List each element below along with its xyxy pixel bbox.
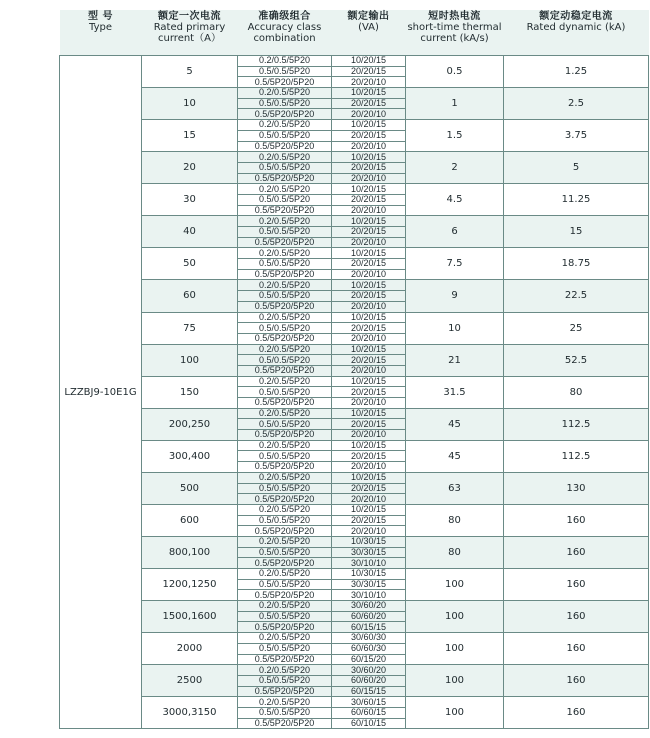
thermal-cell: 6 (406, 216, 504, 248)
table-row (60, 536, 649, 547)
accuracy-cell: 0.2/0.5/5P20 (238, 280, 332, 291)
accuracy-cell: 0.5/0.5/5P20 (238, 355, 332, 366)
output-cell: 10/20/15 (332, 408, 406, 419)
accuracy-cell: 0.5/5P20/5P20 (238, 558, 332, 569)
output-cell: 10/30/15 (332, 569, 406, 580)
table-row (60, 697, 649, 708)
table-body (60, 56, 649, 729)
accuracy-cell: 0.2/0.5/5P20 (238, 216, 332, 227)
accuracy-cell: 0.5/0.5/5P20 (238, 419, 332, 430)
output-cell: 30/60/30 (332, 633, 406, 644)
header-thermal-zh: 短时热电流 (428, 11, 481, 22)
accuracy-cell: 0.5/0.5/5P20 (238, 547, 332, 558)
accuracy-cell: 0.5/0.5/5P20 (238, 227, 332, 238)
accuracy-cell: 0.5/0.5/5P20 (238, 130, 332, 141)
thermal-cell: 1 (406, 88, 504, 120)
output-cell: 20/20/15 (332, 194, 406, 205)
current-cell: 150 (142, 376, 238, 408)
thermal-cell: 2 (406, 152, 504, 184)
output-cell: 20/20/10 (332, 333, 406, 344)
thermal-cell: 100 (406, 697, 504, 729)
output-cell: 20/20/15 (332, 162, 406, 173)
current-cell: 500 (142, 472, 238, 504)
accuracy-cell: 0.5/0.5/5P20 (238, 162, 332, 173)
accuracy-cell: 0.2/0.5/5P20 (238, 440, 332, 451)
table-row (60, 184, 649, 195)
accuracy-cell: 0.5/0.5/5P20 (238, 483, 332, 494)
current-cell: 15 (142, 120, 238, 152)
output-cell: 20/20/15 (332, 387, 406, 398)
accuracy-cell: 0.5/5P20/5P20 (238, 237, 332, 248)
accuracy-cell: 0.2/0.5/5P20 (238, 344, 332, 355)
current-cell: 2500 (142, 665, 238, 697)
output-cell: 60/15/15 (332, 622, 406, 633)
accuracy-cell: 0.2/0.5/5P20 (238, 88, 332, 99)
output-cell: 20/20/10 (332, 173, 406, 184)
accuracy-cell: 0.5/5P20/5P20 (238, 205, 332, 216)
current-cell: 20 (142, 152, 238, 184)
output-cell: 20/20/15 (332, 451, 406, 462)
thermal-cell: 31.5 (406, 376, 504, 408)
output-cell: 20/20/10 (332, 301, 406, 312)
table-header (60, 10, 649, 56)
dynamic-cell: 2.5 (504, 88, 649, 120)
dynamic-cell: 22.5 (504, 280, 649, 312)
header-output (332, 10, 406, 56)
dynamic-cell: 25 (504, 312, 649, 344)
accuracy-cell: 0.5/0.5/5P20 (238, 291, 332, 302)
accuracy-cell: 0.5/5P20/5P20 (238, 590, 332, 601)
current-cell: 3000,3150 (142, 697, 238, 729)
accuracy-cell: 0.2/0.5/5P20 (238, 697, 332, 708)
output-cell: 10/20/15 (332, 152, 406, 163)
current-cell: 50 (142, 248, 238, 280)
accuracy-cell: 0.5/0.5/5P20 (238, 579, 332, 590)
dynamic-cell: 160 (504, 633, 649, 665)
accuracy-cell: 0.5/5P20/5P20 (238, 462, 332, 473)
accuracy-cell: 0.5/0.5/5P20 (238, 643, 332, 654)
output-cell: 60/15/20 (332, 654, 406, 665)
accuracy-cell: 0.2/0.5/5P20 (238, 472, 332, 483)
dynamic-cell: 3.75 (504, 120, 649, 152)
output-cell: 20/20/10 (332, 205, 406, 216)
thermal-cell: 10 (406, 312, 504, 344)
current-cell: 800,100 (142, 536, 238, 568)
table-row (60, 120, 649, 131)
table-row (60, 569, 649, 580)
accuracy-cell: 0.5/5P20/5P20 (238, 141, 332, 152)
dynamic-cell: 112.5 (504, 408, 649, 440)
output-cell: 20/20/10 (332, 237, 406, 248)
accuracy-cell: 0.5/0.5/5P20 (238, 675, 332, 686)
thermal-cell: 7.5 (406, 248, 504, 280)
output-cell: 20/20/15 (332, 355, 406, 366)
accuracy-cell: 0.2/0.5/5P20 (238, 248, 332, 259)
accuracy-cell: 0.5/5P20/5P20 (238, 718, 332, 729)
header-dynamic-zh: 额定动稳定电流 (539, 11, 613, 22)
thermal-cell: 100 (406, 601, 504, 633)
accuracy-cell: 0.2/0.5/5P20 (238, 536, 332, 547)
output-cell: 20/20/10 (332, 526, 406, 537)
accuracy-cell: 0.5/5P20/5P20 (238, 622, 332, 633)
thermal-cell: 4.5 (406, 184, 504, 216)
current-cell: 75 (142, 312, 238, 344)
dynamic-cell: 11.25 (504, 184, 649, 216)
header-type-zh: 型 号 (88, 11, 113, 22)
output-cell: 20/20/10 (332, 365, 406, 376)
table-row (60, 472, 649, 483)
output-cell: 30/30/15 (332, 579, 406, 590)
current-cell: 10 (142, 88, 238, 120)
output-cell: 60/10/15 (332, 718, 406, 729)
dynamic-cell: 52.5 (504, 344, 649, 376)
header-current-en: Rated primary current（A） (153, 22, 226, 44)
thermal-cell: 21 (406, 344, 504, 376)
accuracy-cell: 0.5/5P20/5P20 (238, 109, 332, 120)
table-row (60, 216, 649, 227)
accuracy-cell: 0.5/5P20/5P20 (238, 301, 332, 312)
output-cell: 30/60/15 (332, 697, 406, 708)
output-cell: 10/20/15 (332, 88, 406, 99)
output-cell: 10/20/15 (332, 56, 406, 67)
current-cell: 5 (142, 56, 238, 88)
current-cell: 600 (142, 504, 238, 536)
dynamic-cell: 15 (504, 216, 649, 248)
current-cell: 40 (142, 216, 238, 248)
output-cell: 10/20/15 (332, 504, 406, 515)
thermal-cell: 45 (406, 440, 504, 472)
thermal-cell: 45 (406, 408, 504, 440)
accuracy-cell: 0.5/5P20/5P20 (238, 173, 332, 184)
current-cell: 200,250 (142, 408, 238, 440)
output-cell: 10/20/15 (332, 216, 406, 227)
output-cell: 20/20/15 (332, 66, 406, 77)
header-current-zh: 额定一次电流 (158, 11, 221, 22)
header-current (142, 10, 238, 56)
current-cell: 30 (142, 184, 238, 216)
accuracy-cell: 0.5/5P20/5P20 (238, 494, 332, 505)
output-cell: 20/20/10 (332, 462, 406, 473)
dynamic-cell: 160 (504, 569, 649, 601)
accuracy-cell: 0.2/0.5/5P20 (238, 601, 332, 612)
output-cell: 30/60/20 (332, 665, 406, 676)
accuracy-cell: 0.5/5P20/5P20 (238, 430, 332, 441)
accuracy-cell: 0.5/5P20/5P20 (238, 686, 332, 697)
accuracy-cell: 0.2/0.5/5P20 (238, 633, 332, 644)
dynamic-cell: 130 (504, 472, 649, 504)
thermal-cell: 0.5 (406, 56, 504, 88)
thermal-cell: 1.5 (406, 120, 504, 152)
header-output-zh: 额定输出 (347, 11, 390, 22)
model-cell: LZZBJ9-10E1G (60, 56, 142, 729)
output-cell: 20/20/15 (332, 98, 406, 109)
dynamic-cell: 160 (504, 504, 649, 536)
accuracy-cell: 0.2/0.5/5P20 (238, 504, 332, 515)
output-cell: 60/60/20 (332, 675, 406, 686)
accuracy-cell: 0.5/0.5/5P20 (238, 611, 332, 622)
header-accuracy-en: Accuracy class combination (247, 22, 322, 44)
header-dynamic-en: Rated dynamic (kA) (526, 22, 626, 33)
accuracy-cell: 0.5/5P20/5P20 (238, 654, 332, 665)
dynamic-cell: 5 (504, 152, 649, 184)
header-accuracy (238, 10, 332, 56)
table-row (60, 248, 649, 259)
current-cell: 1200,1250 (142, 569, 238, 601)
accuracy-cell: 0.2/0.5/5P20 (238, 56, 332, 67)
table-row (60, 88, 649, 99)
dynamic-cell: 160 (504, 536, 649, 568)
output-cell: 30/30/15 (332, 547, 406, 558)
output-cell: 20/20/10 (332, 109, 406, 120)
accuracy-cell: 0.5/5P20/5P20 (238, 365, 332, 376)
table-row (60, 344, 649, 355)
output-cell: 10/20/15 (332, 344, 406, 355)
thermal-cell: 63 (406, 472, 504, 504)
output-cell: 10/20/15 (332, 376, 406, 387)
accuracy-cell: 0.5/0.5/5P20 (238, 98, 332, 109)
header-type (60, 10, 142, 56)
output-cell: 20/20/15 (332, 323, 406, 334)
output-cell: 20/20/15 (332, 515, 406, 526)
accuracy-cell: 0.5/0.5/5P20 (238, 451, 332, 462)
output-cell: 20/20/10 (332, 269, 406, 280)
header-type-en: Type (89, 22, 112, 33)
current-cell: 300,400 (142, 440, 238, 472)
output-cell: 10/20/15 (332, 184, 406, 195)
current-cell: 2000 (142, 633, 238, 665)
current-cell: 1500,1600 (142, 601, 238, 633)
header-dynamic (504, 10, 649, 56)
output-cell: 60/60/15 (332, 707, 406, 718)
thermal-cell: 9 (406, 280, 504, 312)
accuracy-cell: 0.5/0.5/5P20 (238, 259, 332, 270)
header-output-en: (VA) (358, 22, 379, 33)
output-cell: 10/20/15 (332, 472, 406, 483)
output-cell: 20/20/10 (332, 141, 406, 152)
output-cell: 60/15/15 (332, 686, 406, 697)
output-cell: 20/20/15 (332, 227, 406, 238)
output-cell: 20/20/15 (332, 483, 406, 494)
table-row (60, 633, 649, 644)
output-cell: 20/20/15 (332, 130, 406, 141)
accuracy-cell: 0.5/0.5/5P20 (238, 323, 332, 334)
accuracy-cell: 0.5/0.5/5P20 (238, 515, 332, 526)
output-cell: 20/20/15 (332, 291, 406, 302)
table-row (60, 280, 649, 291)
accuracy-cell: 0.2/0.5/5P20 (238, 665, 332, 676)
accuracy-cell: 0.5/0.5/5P20 (238, 707, 332, 718)
output-cell: 10/20/15 (332, 280, 406, 291)
thermal-cell: 80 (406, 536, 504, 568)
header-accuracy-zh: 准确级组合 (258, 11, 311, 22)
table-row (60, 504, 649, 515)
table-row (60, 376, 649, 387)
accuracy-cell: 0.5/0.5/5P20 (238, 387, 332, 398)
accuracy-cell: 0.2/0.5/5P20 (238, 569, 332, 580)
output-cell: 20/20/10 (332, 398, 406, 409)
table-row (60, 408, 649, 419)
dynamic-cell: 160 (504, 665, 649, 697)
thermal-cell: 100 (406, 665, 504, 697)
output-cell: 20/20/10 (332, 430, 406, 441)
dynamic-cell: 160 (504, 697, 649, 729)
output-cell: 10/20/15 (332, 120, 406, 131)
accuracy-cell: 0.2/0.5/5P20 (238, 312, 332, 323)
header-thermal (406, 10, 504, 56)
accuracy-cell: 0.2/0.5/5P20 (238, 152, 332, 163)
dynamic-cell: 1.25 (504, 56, 649, 88)
accuracy-cell: 0.5/0.5/5P20 (238, 66, 332, 77)
accuracy-cell: 0.5/5P20/5P20 (238, 269, 332, 280)
dynamic-cell: 80 (504, 376, 649, 408)
output-cell: 60/60/30 (332, 643, 406, 654)
thermal-cell: 80 (406, 504, 504, 536)
output-cell: 10/20/15 (332, 312, 406, 323)
output-cell: 10/20/15 (332, 248, 406, 259)
accuracy-cell: 0.5/0.5/5P20 (238, 194, 332, 205)
output-cell: 30/60/20 (332, 601, 406, 612)
table-row (60, 312, 649, 323)
output-cell: 60/60/20 (332, 611, 406, 622)
accuracy-cell: 0.5/5P20/5P20 (238, 398, 332, 409)
dynamic-cell: 112.5 (504, 440, 649, 472)
dynamic-cell: 18.75 (504, 248, 649, 280)
table-row (60, 152, 649, 163)
output-cell: 30/10/10 (332, 590, 406, 601)
accuracy-cell: 0.5/5P20/5P20 (238, 526, 332, 537)
accuracy-cell: 0.2/0.5/5P20 (238, 120, 332, 131)
output-cell: 20/20/15 (332, 259, 406, 270)
spec-table-container (59, 10, 648, 729)
header-thermal-en: short-time thermal current (kA/s) (407, 22, 502, 44)
table-row (60, 601, 649, 612)
accuracy-cell: 0.2/0.5/5P20 (238, 408, 332, 419)
thermal-cell: 100 (406, 633, 504, 665)
current-cell: 100 (142, 344, 238, 376)
table-row (60, 440, 649, 451)
output-cell: 20/20/10 (332, 77, 406, 88)
spec-table (59, 10, 649, 729)
output-cell: 30/10/10 (332, 558, 406, 569)
table-row (60, 56, 649, 67)
thermal-cell: 100 (406, 569, 504, 601)
accuracy-cell: 0.2/0.5/5P20 (238, 376, 332, 387)
output-cell: 20/20/15 (332, 419, 406, 430)
current-cell: 60 (142, 280, 238, 312)
output-cell: 10/30/15 (332, 536, 406, 547)
dynamic-cell: 160 (504, 601, 649, 633)
accuracy-cell: 0.5/5P20/5P20 (238, 77, 332, 88)
output-cell: 10/20/15 (332, 440, 406, 451)
table-row (60, 665, 649, 676)
accuracy-cell: 0.5/5P20/5P20 (238, 333, 332, 344)
output-cell: 20/20/10 (332, 494, 406, 505)
accuracy-cell: 0.2/0.5/5P20 (238, 184, 332, 195)
